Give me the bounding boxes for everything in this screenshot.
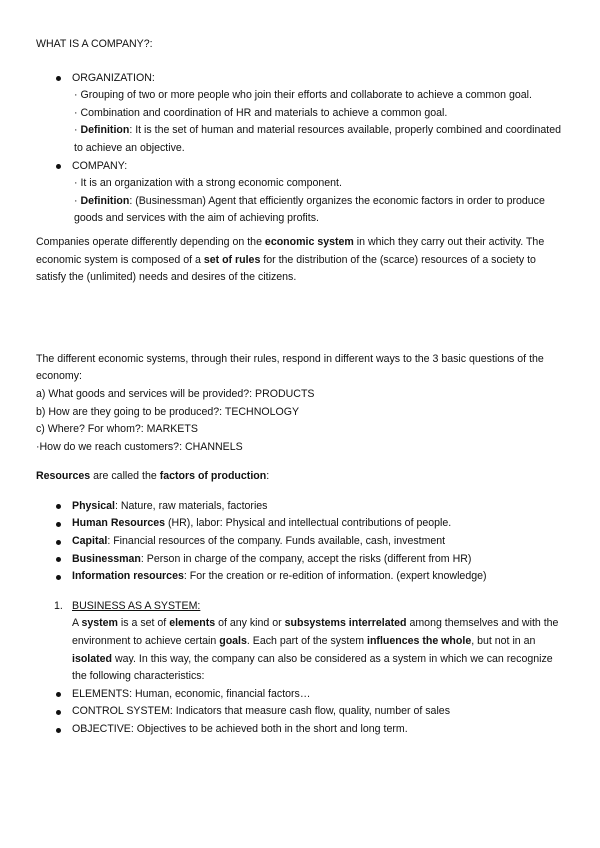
- definition-term: Definition: [80, 124, 130, 137]
- organization-line-1: · Grouping of two or more people who join their efforts and collaborate to achieve a common goal.: [74, 89, 532, 102]
- list-item: Human Resources (HR), labor: Physical and intellectual contributions of people.: [36, 515, 566, 533]
- system-paragraph: A system is a set of elements of any kind or subsystems interrelated among themselves and with the environment to achieve certain goals. Each part of the system influences the whole, but not in an isolated way. In this way, the company can also be considered as a system in which we can recognize the following characteristics:: [72, 617, 559, 683]
- organization-line-2: · Combination and coordination of HR and materials to achieve a common goal.: [74, 106, 448, 119]
- definition-text: : It is the set of human and material resources available, properly combined and coordinated to achieve an objective.: [74, 124, 561, 154]
- list-item: CONTROL SYSTEM: Indicators that measure cash flow, quality, number of sales: [36, 703, 566, 721]
- list-item: Businessman: Person in charge of the company, accept the risks (different from HR): [36, 551, 566, 569]
- question-d: ·How do we reach customers?: CHANNELS: [36, 440, 243, 453]
- list-item-company: [36, 158, 566, 228]
- list-item-organization: [36, 70, 566, 158]
- list-item: Information resources: For the creation or re-edition of information. (expert knowledge): [36, 568, 566, 586]
- page-title: WHAT IS A COMPANY?:: [36, 38, 153, 50]
- question-b: b) How are they going to be produced?: TECHNOLOGY: [36, 405, 300, 418]
- list-item: Capital: Financial resources of the company. Funds available, cash, investment: [36, 533, 566, 551]
- bullet-prefix: ·: [74, 194, 81, 207]
- list-item: Physical: Nature, raw materials, factories: [36, 498, 566, 516]
- question-c: c) Where? For whom?: MARKETS: [36, 423, 198, 436]
- company-line-1: · It is an organization with a strong economic component.: [74, 177, 342, 190]
- section-number: 1.: [54, 599, 63, 612]
- definition-term: Definition: [80, 194, 130, 207]
- resources-list: [36, 498, 566, 586]
- definitions-list: [36, 70, 566, 228]
- organization-definition: [72, 122, 566, 157]
- list-item: OBJECTIVE: Objectives to be achieved both in the short and long term.: [36, 721, 566, 739]
- question-a: a) What goods and services will be provided?: PRODUCTS: [36, 387, 315, 400]
- bullet-prefix: ·: [74, 124, 81, 137]
- company-label: COMPANY:: [72, 159, 128, 172]
- section-heading: BUSINESS AS A SYSTEM:: [72, 599, 201, 612]
- section-list: [36, 598, 566, 686]
- list-item: ELEMENTS: Human, economic, financial factors…: [36, 686, 566, 704]
- organization-label: ORGANIZATION:: [72, 71, 155, 84]
- resources-intro: Resources are called the factors of production:: [36, 470, 270, 483]
- section-business-as-system: [36, 598, 566, 686]
- company-definition: [72, 193, 566, 228]
- economic-system-paragraph: Companies operate differently depending on the economic system in which they carry out their activity. The economic system is composed of a set of rules for the distribution of the (scarce) resources of a society to satisfy the (unlimited) needs and desires of the citizens.: [36, 235, 545, 284]
- document-page: [36, 36, 566, 739]
- economic-questions-intro: The different economic systems, through their rules, respond in different ways to the 3 basic questions of the economy:: [36, 352, 544, 383]
- definition-text: : (Businessman) Agent that efficiently organizes the economic factors in order to produce goods and services with the aim of achieving profits.: [74, 194, 545, 225]
- characteristics-list: [36, 686, 566, 739]
